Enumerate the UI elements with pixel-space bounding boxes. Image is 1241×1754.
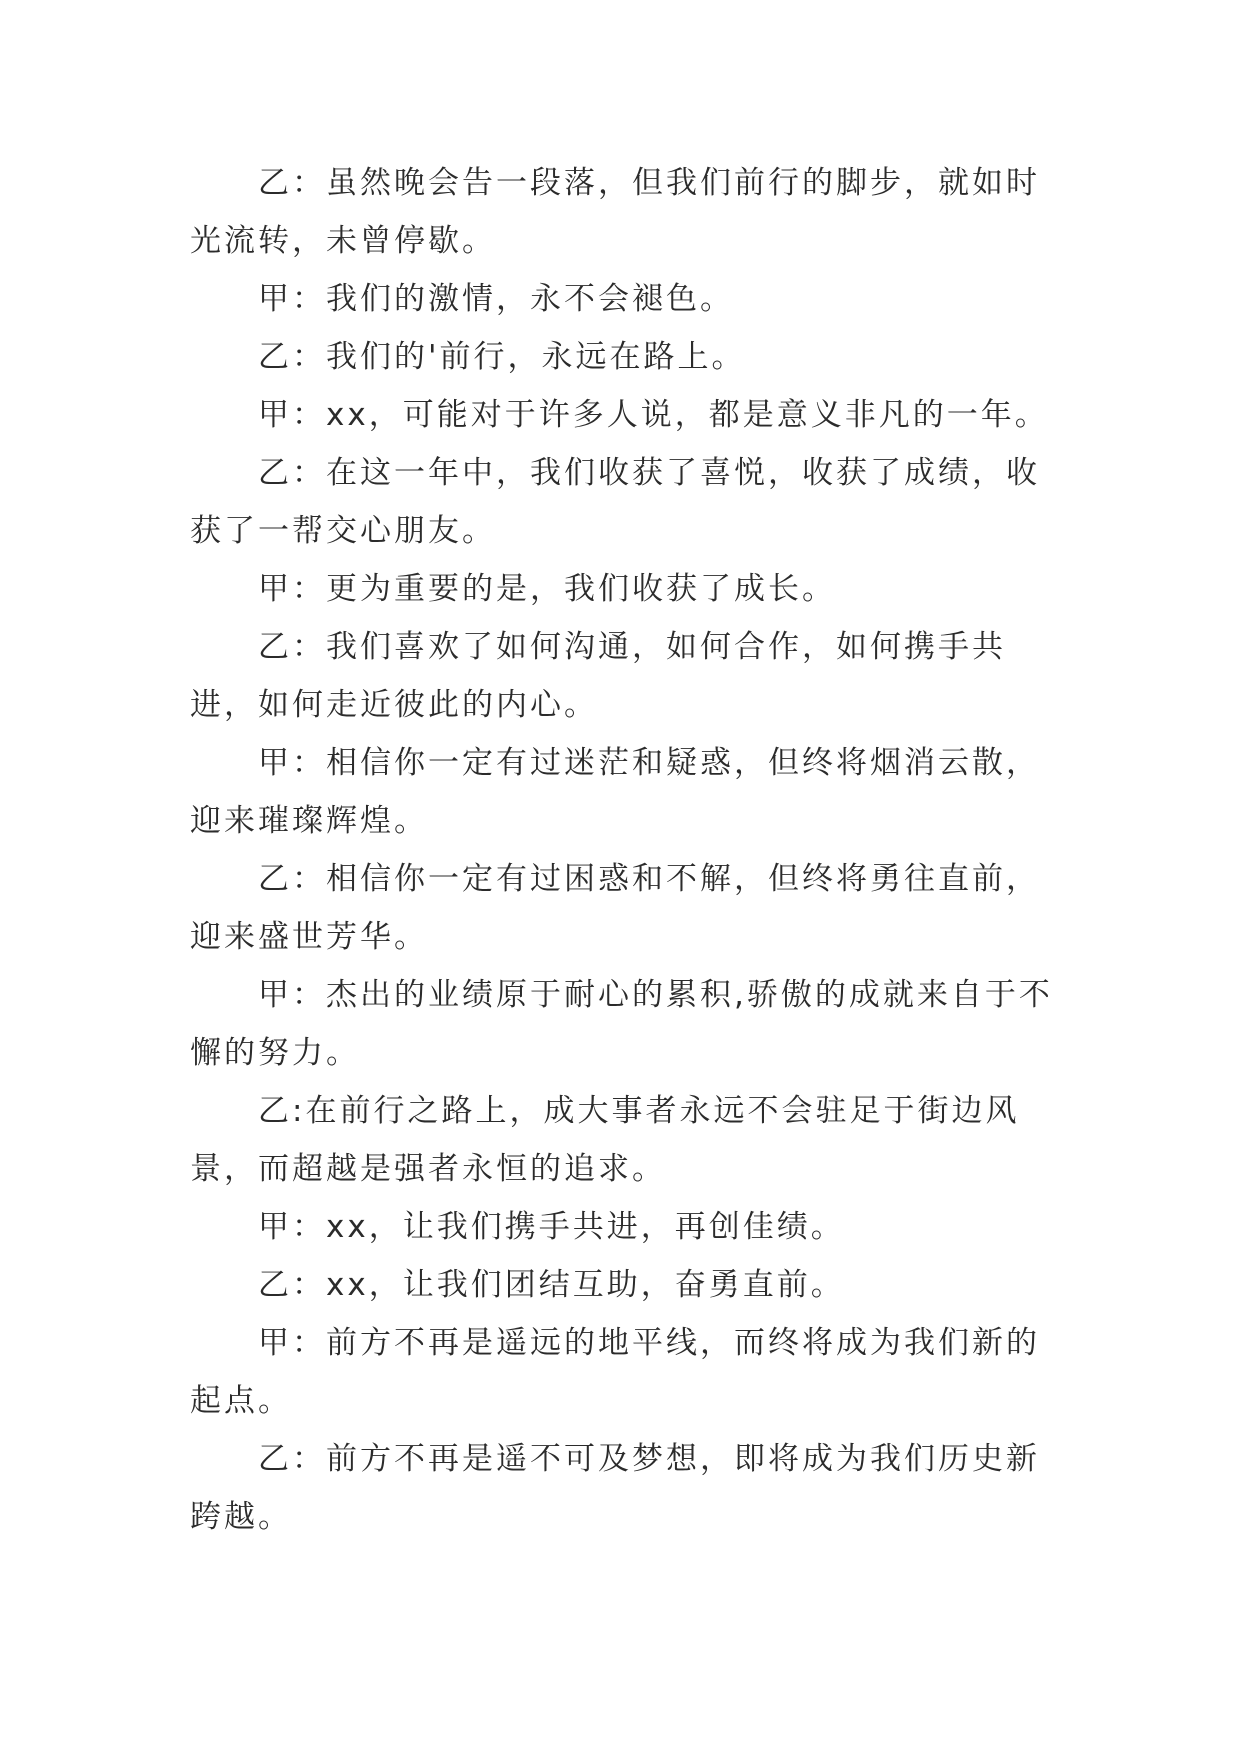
dialogue-paragraph: 乙：我们喜欢了如何沟通，如何合作，如何携手共进，如何走近彼此的内心。 [190,629,1006,723]
dialogue-paragraph: 甲：相信你一定有过迷茫和疑惑，但终将烟消云散，迎来璀璨辉煌。 [190,745,1040,839]
dialogue-paragraph: 甲：xx，可能对于许多人说，都是意义非凡的一年。 [258,397,1049,433]
dialogue-paragraph: 甲：xx，让我们携手共进，再创佳绩。 [258,1209,845,1245]
document-body [190,154,1070,1546]
dialogue-paragraph: 乙：在这一年中，我们收获了喜悦，收获了成绩，收获了一帮交心朋友。 [190,455,1040,549]
dialogue-paragraph: 乙:在前行之路上，成大事者永远不会驻足于街边风景，而超越是强者永恒的追求。 [190,1093,1020,1187]
dialogue-paragraph: 乙：我们的'前行，永远在路上。 [258,339,746,375]
dialogue-paragraph: 乙：前方不再是遥不可及梦想，即将成为我们历史新跨越。 [190,1441,1040,1535]
dialogue-paragraph: 乙：虽然晚会告一段落，但我们前行的脚步，就如时光流转，未曾停歇。 [190,165,1040,259]
dialogue-paragraph: 甲：杰出的业绩原于耐心的累积,骄傲的成就来自于不懈的努力。 [190,977,1053,1071]
dialogue-paragraph: 甲：我们的激情，永不会褪色。 [258,281,734,317]
dialogue-paragraph: 甲：前方不再是遥远的地平线，而终将成为我们新的起点。 [190,1325,1040,1419]
dialogue-paragraph: 乙：xx，让我们团结互助，奋勇直前。 [258,1267,845,1303]
dialogue-paragraph: 乙：相信你一定有过困惑和不解，但终将勇往直前，迎来盛世芳华。 [190,861,1040,955]
dialogue-paragraph: 甲：更为重要的是，我们收获了成长。 [258,571,836,607]
